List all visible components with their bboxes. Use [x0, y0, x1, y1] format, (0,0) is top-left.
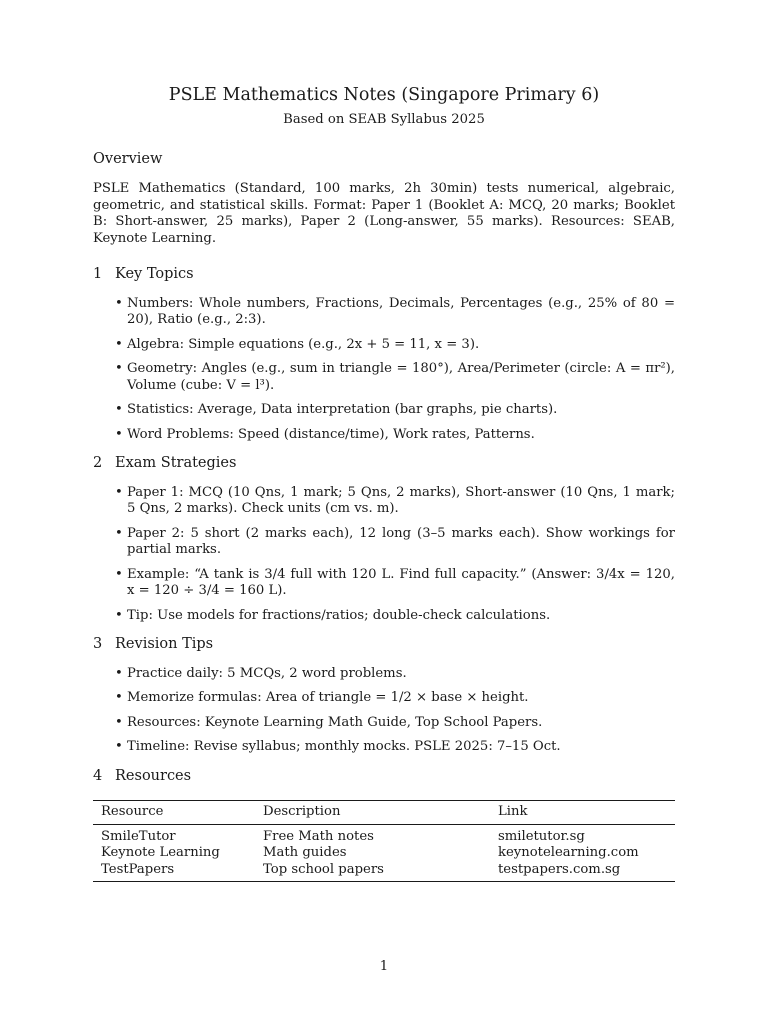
table-row	[93, 845, 675, 862]
document-title: PSLE Mathematics Notes (Singapore Primary 6)	[168, 85, 600, 105]
bullet-icon: •	[115, 361, 123, 376]
revision-tips-list	[93, 666, 675, 756]
table-cell-link: testpapers.com.sg	[490, 862, 675, 882]
section-heading-key-topics	[93, 266, 675, 283]
list-item	[93, 666, 675, 683]
list-item-text: Practice daily: 5 MCQs, 2 word problems.	[127, 665, 407, 681]
section-title: Exam Strategies	[115, 455, 237, 471]
list-item-text: Algebra: Simple equations (e.g., 2x + 5 = 11, x = 3).	[127, 336, 480, 352]
list-item-text: Paper 1: MCQ (10 Qns, 1 mark; 5 Qns, 2 marks), Short-answer (10 Qns, 1 mark; 5 Qns, 2 marks). Check units (cm vs. m).	[127, 484, 675, 516]
bullet-icon: •	[115, 714, 123, 730]
list-item-text: Geometry: Angles (e.g., sum in triangle = 180°), Area/Perimeter (circle: A = πr²), Volume (cube: V = l³).	[127, 361, 675, 393]
bullet-icon: •	[115, 402, 123, 417]
document-subtitle: Based on SEAB Syllabus 2025	[283, 112, 485, 127]
section-title: Revision Tips	[115, 636, 214, 652]
list-item-text: Memorize formulas: Area of triangle = 1/2 × base × height.	[127, 690, 529, 705]
table-row	[93, 824, 675, 845]
section-heading-resources	[93, 768, 675, 785]
overview-heading	[93, 151, 675, 168]
table-header-row	[93, 801, 675, 825]
list-item	[93, 715, 675, 732]
overview-body: PSLE Mathematics (Standard, 100 marks, 2h 30min) tests numerical, algebraic, geometric, and statistical skills. Format: Paper 1 (Booklet A: MCQ, 20 marks; Booklet B: Short-answer, 25 marks), Paper 2 (Long-answer, 55 marks). Resources: SEAB, Keynote Learning.	[93, 181, 675, 246]
key-topics-list	[93, 296, 675, 444]
table-row	[93, 862, 675, 882]
bullet-icon: •	[115, 295, 123, 311]
bullet-icon: •	[115, 336, 123, 352]
table-cell: Top school papers	[255, 862, 490, 882]
list-item	[93, 690, 675, 707]
section-number: 2	[93, 455, 103, 471]
list-item	[93, 296, 675, 329]
table-cell: SmileTutor	[101, 828, 176, 844]
section-number: 1	[93, 266, 103, 282]
list-item-text: Resources: Keynote Learning Math Guide, Top School Papers.	[127, 714, 543, 730]
resources-table	[93, 800, 675, 882]
bullet-icon: •	[115, 484, 123, 500]
section-heading-revision-tips	[93, 636, 675, 653]
list-item	[93, 427, 675, 444]
table-cell: Math guides	[263, 845, 347, 860]
list-item	[93, 402, 675, 419]
overview-heading-text: Overview	[93, 150, 163, 167]
list-item	[93, 567, 675, 600]
table-cell: Free Math notes	[263, 828, 374, 844]
section-heading-exam-strategies	[93, 455, 675, 472]
table-header-cell: Description	[255, 801, 490, 825]
table-cell-link: keynotelearning.com	[498, 845, 639, 860]
document-page	[93, 84, 675, 882]
list-item	[93, 485, 675, 518]
list-item	[93, 526, 675, 559]
page-number: 1	[379, 959, 389, 974]
list-item-text: Numbers: Whole numbers, Fractions, Decimals, Percentages (e.g., 25% of 80 = 20), Ratio (e.g., 2:3).	[127, 295, 675, 327]
section-number: 4	[93, 767, 103, 784]
table-cell: TestPapers	[93, 862, 255, 882]
list-item	[93, 337, 675, 354]
table-cell-link: smiletutor.sg	[498, 828, 585, 844]
bullet-icon: •	[115, 690, 123, 705]
bullet-icon: •	[115, 607, 123, 623]
bullet-icon: •	[115, 739, 123, 754]
list-item-text: Timeline: Revise syllabus; monthly mocks. PSLE 2025: 7–15 Oct.	[127, 739, 561, 754]
list-item	[93, 739, 675, 756]
list-item-text: Example: “A tank is 3/4 full with 120 L. Find full capacity.” (Answer: 3/4x = 120, x = 120 ÷ 3/4 = 160 L).	[127, 566, 675, 598]
list-item-text: Tip: Use models for fractions/ratios; double-check calculations.	[127, 607, 551, 623]
table-header-cell: Link	[490, 801, 675, 825]
list-item-text: Statistics: Average, Data interpretation (bar graphs, pie charts).	[127, 402, 558, 417]
list-item-text: Word Problems: Speed (distance/time), Work rates, Patterns.	[127, 426, 535, 442]
list-item-text: Paper 2: 5 short (2 marks each), 12 long (3–5 marks each). Show workings for partial marks.	[127, 525, 675, 557]
list-item	[93, 608, 675, 625]
table-cell: Keynote Learning	[101, 845, 220, 860]
bullet-icon: •	[115, 566, 123, 582]
section-title: Key Topics	[115, 266, 194, 282]
bullet-icon: •	[115, 426, 123, 442]
list-item	[93, 361, 675, 394]
table-header-cell: Resource	[93, 801, 255, 825]
section-title: Resources	[115, 767, 192, 784]
bullet-icon: •	[115, 665, 123, 681]
bullet-icon: •	[115, 525, 123, 541]
exam-strategies-list	[93, 485, 675, 625]
section-number: 3	[93, 636, 103, 652]
